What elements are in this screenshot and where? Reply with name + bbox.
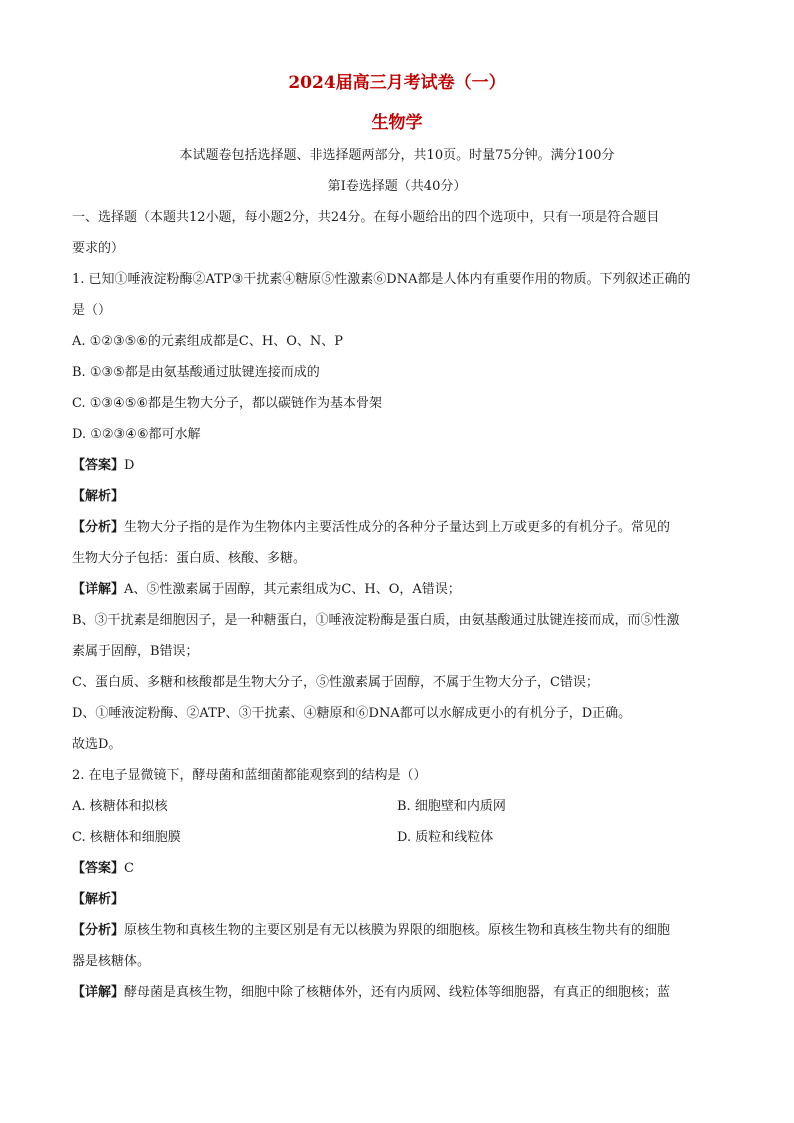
q1-detail-a [72,574,722,605]
section-instruction-line1: 一、选择题（本题共12小题，每小题2分，共24分。在每小题给出的四个选项中，只有一项是符合题目 [72,210,660,225]
fenxi-text: 生物大分子指的是作为生物体内主要活性成分的各种分子量达到上万或更多的有机分子。常见的 [124,520,671,535]
detail-text: 酵母菌是真核生物，细胞中除了核糖体外，还有内质网、线粒体等细胞器，有真正的细胞核；蓝 [124,985,671,1000]
q2-option-d: D. 质粒和线粒体 [397,830,494,845]
q1-answer [72,450,722,481]
q2-fenxi-line2: 器是核糖体。 [72,954,151,969]
q2-option-b: B. 细胞壁和内质网 [397,799,506,814]
q1-stem-line2: 是（） [72,303,112,318]
analysis-tag: 【解析】 [72,489,125,504]
q2-stem: 2. 在电子显微镜下，酵母菌和蓝细菌都能观察到的结构是（） [72,768,427,783]
detail-tag: 【详解】 [72,582,125,597]
q1-detail-b-line2: 素属于固醇，B错误； [72,644,199,659]
fenxi-text: 原核生物和真核生物的主要区别是有无以核膜为界限的细胞核。原核生物和真核生物共有的细胞 [124,923,671,938]
q1-option-d: D. ①②③④⑥都可水解 [72,427,201,442]
q1-option-c: C. ①③④⑤⑥都是生物大分子，都以碳链作为基本骨架 [72,396,383,411]
q1-detail-d: D、①唾液淀粉酶、②ATP、③干扰素、④糖原和⑥DNA都可以水解成更小的有机分子，D正确。 [72,706,632,721]
part-title: 第Ⅰ卷选择题（共40分） [327,179,467,194]
q2-answer [72,853,722,884]
answer-value: D [124,458,135,473]
q2-options-row2 [72,822,722,853]
q2-fenxi-line1 [72,915,722,946]
answer-tag: 【答案】 [72,458,125,473]
answer-tag: 【答案】 [72,861,125,876]
q1-fenxi-line2: 生物大分子包括：蛋白质、核酸、多糖。 [72,551,307,566]
q1-detail-b-line1: B、③干扰素是细胞因子，是一种糖蛋白，①唾液淀粉酶是蛋白质，由氨基酸通过肽键连接而成，而⑤性激 [72,613,680,628]
q1-stem-line1: 1. 已知①唾液淀粉酶②ATP③干扰素④糖原⑤性激素⑥DNA都是人体内有重要作用的物质。下列叙述正确的 [72,272,691,287]
section-instruction-line2: 要求的） [72,241,125,256]
detail-text: A、⑤性激素属于固醇，其元素组成为C、H、O，A错误； [124,582,461,597]
q2-analysis-tag [72,884,722,915]
q2-options-row1 [72,791,722,822]
q2-option-c: C. 核糖体和细胞膜 [72,830,181,845]
subject-title: 生物学 [371,113,423,133]
analysis-tag: 【解析】 [72,892,125,907]
fenxi-tag: 【分析】 [72,520,125,535]
answer-value: C [124,861,134,876]
exam-page [72,66,722,1008]
detail-tag: 【详解】 [72,985,125,1000]
q1-conclusion: 故选D。 [72,737,122,752]
q1-fenxi-line1 [72,512,722,543]
q1-detail-c: C、蛋白质、多糖和核酸都是生物大分子，⑤性激素属于固醇，不属于生物大分子，C错误； [72,675,599,690]
q1-option-a: A. ①②③⑤⑥的元素组成都是C、H、O、N、P [72,334,343,349]
fenxi-tag: 【分析】 [72,923,125,938]
q2-option-a: A. 核糖体和拟核 [72,799,168,814]
q1-option-b: B. ①③⑤都是由氨基酸通过肽键连接而成的 [72,365,320,380]
q2-detail-line1 [72,977,722,1008]
q1-analysis-tag [72,481,722,512]
exam-title: 2024届高三月考试卷（一） [288,73,506,93]
exam-info: 本试题卷包括选择题、非选择题两部分，共10页。时量75分钟。满分100分 [179,148,615,163]
